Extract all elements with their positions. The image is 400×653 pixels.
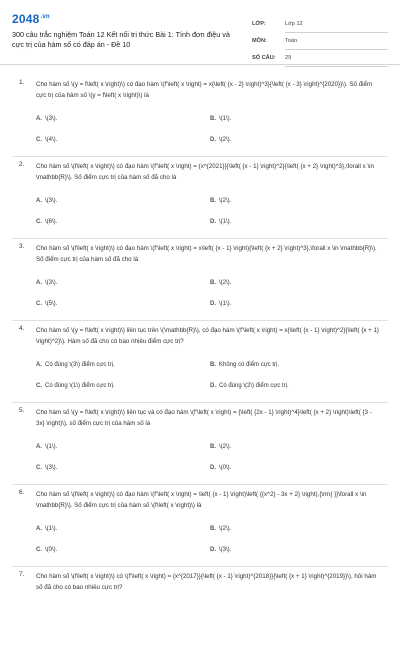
option-letter: B. bbox=[210, 198, 216, 204]
option-letter: D. bbox=[210, 219, 216, 225]
option-text: \(5\). bbox=[45, 301, 58, 307]
option-text: Có đúng \(3\) điểm cực trị. bbox=[45, 362, 115, 368]
option-text: \(4\). bbox=[45, 137, 58, 143]
question-5 bbox=[0, 407, 400, 489]
option-c[interactable] bbox=[36, 383, 115, 389]
option-letter: A. bbox=[36, 526, 42, 532]
subject-value: Toán bbox=[285, 33, 388, 50]
question-number: 5. bbox=[19, 407, 25, 414]
site-logo[interactable] bbox=[12, 12, 50, 26]
question-divider bbox=[12, 320, 388, 321]
option-text: \(2\). bbox=[219, 444, 232, 450]
question-number: 3. bbox=[19, 243, 25, 250]
question-number: 7. bbox=[19, 571, 25, 578]
option-d[interactable] bbox=[210, 219, 231, 225]
option-a[interactable] bbox=[36, 362, 115, 368]
option-b[interactable] bbox=[210, 362, 279, 368]
grade-label: LỚP: bbox=[252, 21, 266, 27]
option-text: \(2\). bbox=[219, 137, 232, 143]
option-text: \(3\). bbox=[45, 465, 58, 471]
question-2 bbox=[0, 161, 400, 243]
option-b[interactable] bbox=[210, 198, 231, 204]
grade-value: Lớp 12 bbox=[285, 16, 388, 33]
question-1 bbox=[0, 79, 400, 161]
option-c[interactable] bbox=[36, 137, 57, 143]
question-text: Cho hàm số \(f\left( x \right)\) có \(f'\left( x \right) = {x^{2017}}{\left( {x - 1} \right)^{2018}}{\left( {x + 1} \right)^{2019}}\), hỏi hàm số đã cho có bao nhiêu cực trị? bbox=[36, 573, 377, 591]
option-text: \(0\). bbox=[45, 547, 58, 553]
option-text: \(1\). bbox=[45, 444, 58, 450]
option-letter: C. bbox=[36, 219, 42, 225]
option-b[interactable] bbox=[210, 280, 231, 286]
question-text: Cho hàm số \(y = f\left( x \right)\) liên tục và có đạo hàm \(f'\left( x \right) = {\left( {2x - 1} \right)^4}\left( {x + 2} \right)\left( {3 - 3x} \right)\), số điểm cực trị của hàm số là bbox=[36, 409, 372, 427]
option-text: \(1\). bbox=[219, 301, 232, 307]
option-b[interactable] bbox=[210, 116, 231, 122]
option-text: \(6\). bbox=[45, 219, 58, 225]
question-number: 4. bbox=[19, 325, 25, 332]
subject-row bbox=[252, 33, 388, 49]
option-letter: B. bbox=[210, 280, 216, 286]
option-letter: B. bbox=[210, 526, 216, 532]
question-number: 2. bbox=[19, 161, 25, 168]
question-divider bbox=[12, 484, 388, 485]
grade-row bbox=[252, 16, 388, 32]
option-c[interactable] bbox=[36, 301, 57, 307]
question-4 bbox=[0, 325, 400, 407]
question-text: Cho hàm số \(f\left( x \right)\) có đạo hàm \(f'\left( x \right) = x\left( {x - 1} \right){\left( {x + 2} \right)^3},\forall x \in \mathbb{R}\). Số điểm cực trị của hàm số đã cho là bbox=[36, 245, 377, 263]
header-divider bbox=[0, 64, 400, 65]
option-text: \(2\). bbox=[219, 526, 232, 532]
option-b[interactable] bbox=[210, 444, 231, 450]
option-a[interactable] bbox=[36, 198, 57, 204]
option-letter: B. bbox=[210, 444, 216, 450]
option-letter: D. bbox=[210, 137, 216, 143]
option-a[interactable] bbox=[36, 526, 57, 532]
option-text: \(3\). bbox=[219, 547, 232, 553]
option-letter: D. bbox=[210, 465, 216, 471]
question-text: Cho hàm số \(y = f\left( x \right)\) có đạo hàm \(f'\left( x \right) = x{\left( {x - 2} \right)^3}{\left( {x - 3} \right)^{2020}}\). Số điểm cực trị của hàm số \(y = f\left( x \right)\) là bbox=[36, 81, 373, 99]
option-letter: B. bbox=[210, 362, 216, 368]
document-title: 300 câu trắc nghiệm Toán 12 Kết nối tri thức Bài 1: Tính đơn điệu và cực trị của hàm số có đáp án - Đề 10 bbox=[12, 30, 230, 49]
option-a[interactable] bbox=[36, 116, 57, 122]
logo-text: 2048 bbox=[12, 12, 40, 26]
option-c[interactable] bbox=[36, 465, 57, 471]
question-number: 6. bbox=[19, 489, 25, 496]
option-letter: C. bbox=[36, 465, 42, 471]
question-text: Cho hàm số \(f\left( x \right)\) có đạo hàm \(f'\left( x \right) = \left( {x - 1} \right)\left( {{x^2} - 3x + 2} \right),{\rm{ }}\forall x \in \mathbb{R}\). Số điểm cực trị của hàm số \(f\left( x \right)\) là bbox=[36, 491, 367, 509]
option-d[interactable] bbox=[210, 301, 231, 307]
option-text: \(1\). bbox=[219, 219, 232, 225]
question-count-value: 29 bbox=[285, 50, 388, 67]
question-number: 1. bbox=[19, 79, 25, 86]
option-c[interactable] bbox=[36, 219, 57, 225]
option-text: \(3\). bbox=[45, 280, 58, 286]
option-text: \(2\). bbox=[219, 280, 232, 286]
option-text: Không có điểm cực trị. bbox=[219, 362, 280, 368]
option-text: \(3\). bbox=[45, 116, 58, 122]
option-text: \(3\). bbox=[45, 198, 58, 204]
option-d[interactable] bbox=[210, 547, 231, 553]
question-list bbox=[0, 79, 400, 653]
question-divider bbox=[12, 402, 388, 403]
option-text: \(0\). bbox=[219, 465, 232, 471]
option-text: Có đúng \(2\) điểm cực trị. bbox=[219, 383, 289, 389]
option-c[interactable] bbox=[36, 547, 57, 553]
option-text: \(1\). bbox=[45, 526, 58, 532]
option-d[interactable] bbox=[210, 465, 231, 471]
option-letter: C. bbox=[36, 301, 42, 307]
option-text: \(1\). bbox=[219, 116, 232, 122]
question-text: Cho hàm số \(y = f\left( x \right)\) liên tục trên \(\mathbb{R}\), có đạo hàm \(f'\left( x \right) = x{\left( {x - 1} \right)^2}{\left( {x + 1} \right)^2}\). Hàm số đã cho có bao nhiêu điểm cực trị? bbox=[36, 327, 379, 345]
question-divider bbox=[12, 238, 388, 239]
option-b[interactable] bbox=[210, 526, 231, 532]
option-letter: D. bbox=[210, 301, 216, 307]
option-letter: A. bbox=[36, 444, 42, 450]
document-meta bbox=[252, 16, 388, 66]
option-a[interactable] bbox=[36, 280, 57, 286]
option-d[interactable] bbox=[210, 383, 289, 389]
option-text: \(2\). bbox=[219, 198, 232, 204]
option-letter: C. bbox=[36, 547, 42, 553]
option-d[interactable] bbox=[210, 137, 231, 143]
option-text: Có đúng \(1\) điểm cực trị. bbox=[45, 383, 115, 389]
question-3 bbox=[0, 243, 400, 325]
question-count-label: SỐ CÂU: bbox=[252, 55, 276, 61]
question-6 bbox=[0, 489, 400, 571]
option-letter: A. bbox=[36, 362, 42, 368]
option-letter: A. bbox=[36, 116, 42, 122]
option-letter: B. bbox=[210, 116, 216, 122]
question-divider bbox=[12, 566, 388, 567]
option-letter: C. bbox=[36, 383, 42, 389]
subject-label: MÔN: bbox=[252, 38, 267, 44]
option-a[interactable] bbox=[36, 444, 57, 450]
question-text: Cho hàm số \(f\left( x \right)\) có đạo hàm \(f'\left( x \right) = {x^{2021}}{\left( {x - 1} \right)^2}{\left( {x + 2} \right)^3},\forall x \in \mathbb{R}\). Số điểm cực trị của hàm số đã cho là bbox=[36, 163, 374, 181]
option-letter: D. bbox=[210, 383, 216, 389]
option-letter: A. bbox=[36, 198, 42, 204]
logo-suffix: .vn bbox=[40, 14, 50, 20]
option-letter: C. bbox=[36, 137, 42, 143]
option-letter: A. bbox=[36, 280, 42, 286]
question-7 bbox=[0, 571, 400, 653]
question-divider bbox=[12, 156, 388, 157]
option-letter: D. bbox=[210, 547, 216, 553]
